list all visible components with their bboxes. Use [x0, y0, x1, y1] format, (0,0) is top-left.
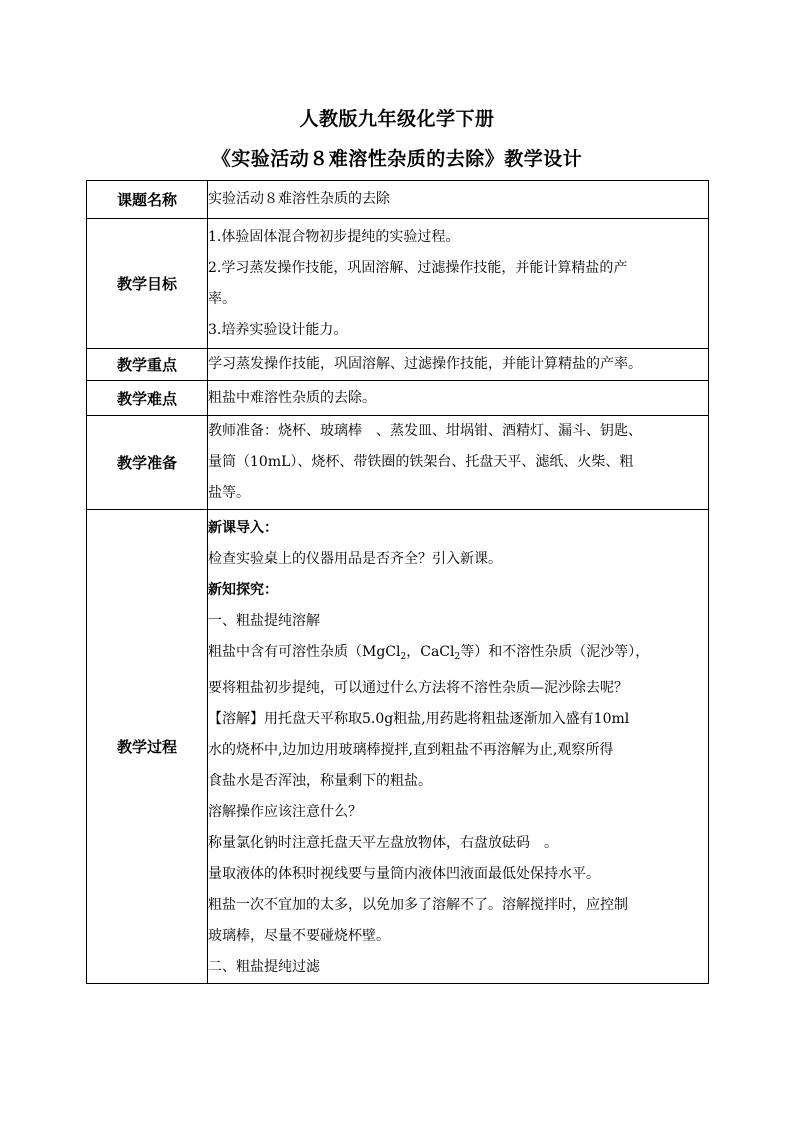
- intro-text: 检查实验桌上的仪器用品是否齐全？引入新课。: [208, 551, 502, 567]
- key-points-text: 学习蒸发操作技能，巩固溶解、过滤操作技能，并能计算精盐的产率。: [208, 356, 642, 372]
- subscript: 2: [454, 652, 461, 662]
- prep-line: 教师准备：烧杯、玻璃棒 、蒸发皿、坩埚钳、酒精灯、漏斗、钥匙、: [208, 423, 642, 439]
- prep-line: 量筒（10mL）、烧杯、带铁圈的铁架台、托盘天平、滤纸、火柴、粗: [208, 454, 634, 470]
- topic-text: 实验活动８难溶性杂质的去除: [208, 191, 390, 207]
- note-line: 量取液体的体积时视线要与量筒内液体凹液面最低处保持水平。: [208, 866, 600, 882]
- question-line: 要将粗盐初步提纯，可以通过什么方法将不溶性杂质—泥沙除去呢？: [208, 680, 628, 696]
- goal-line: 1.体验固体混合物初步提纯的实验过程。: [208, 228, 460, 245]
- impurity-text-c: 等）和不溶性杂质（泥沙等），: [460, 644, 650, 660]
- document-subtitle: 《实验活动８难溶性杂质的去除》教学设计: [211, 148, 583, 170]
- lesson-plan-table: [86, 180, 709, 984]
- prep-line: 盐等。: [208, 485, 250, 501]
- document-title: 人教版九年级化学下册: [299, 108, 495, 130]
- process-label: 教学过程: [87, 510, 208, 984]
- table-row-preparation: [87, 416, 709, 510]
- explore-heading: 新知探究：: [208, 582, 278, 598]
- impurity-line: [208, 637, 708, 673]
- goal-line: 率。: [208, 290, 236, 307]
- table-row-process: [87, 510, 709, 984]
- topic-label: 课题名称: [87, 181, 208, 219]
- dissolve-line: 水的烧杯中,边加边用玻璃棒搅拌,直到粗盐不再溶解为止,观察所得: [208, 742, 614, 758]
- goal-line: 3.培养实验设计能力。: [208, 321, 348, 338]
- difficulty-text: 粗盐中难溶性杂质的去除。: [208, 389, 376, 406]
- subscript: 2: [400, 652, 407, 662]
- process-value: [208, 510, 709, 984]
- dissolve-line: 【溶解】用托盘天平称取5.0g粗盐,用药匙将粗盐逐渐加入盛有10ml: [208, 711, 630, 727]
- key-points-label: 教学重点: [87, 349, 208, 381]
- preparation-value: [208, 416, 709, 510]
- note-line: 粗盐一次不宜加的太多，以免加多了溶解不了。溶解搅拌时，应控制: [208, 897, 628, 913]
- note-line: 称量氯化钠时注意托盘天平左盘放物体，右盘放砝码 。: [208, 835, 558, 851]
- goals-value: [208, 219, 709, 349]
- note-question: 溶解操作应该注意什么？: [208, 804, 362, 820]
- table-row-topic: [87, 181, 709, 219]
- section-heading-dissolve: 一、粗盐提纯溶解: [208, 613, 320, 629]
- note-line: 玻璃棒，尽量不要碰烧杯壁。: [208, 928, 390, 944]
- preparation-label: 教学准备: [87, 416, 208, 510]
- goal-line: 2.学习蒸发操作技能，巩固溶解、过滤操作技能，并能计算精盐的产: [208, 259, 628, 276]
- impurity-text-a: 粗盐中含有可溶性杂质（MgCl: [208, 644, 401, 660]
- section-heading-filter: 二、粗盐提纯过滤: [208, 959, 320, 975]
- key-points-value: [208, 349, 709, 381]
- intro-heading: 新课导入：: [208, 520, 278, 536]
- table-row-key-points: [87, 349, 709, 381]
- table-row-difficulty: [87, 381, 709, 416]
- dissolve-line: 食盐水是否浑浊，称量剩下的粗盐。: [208, 773, 432, 789]
- impurity-text-b: ，CaCl: [406, 644, 455, 660]
- difficulty-label: 教学难点: [87, 381, 208, 416]
- topic-value: [208, 181, 709, 219]
- table-row-goals: [87, 219, 709, 349]
- goals-label: 教学目标: [87, 219, 208, 349]
- difficulty-value: [208, 381, 709, 416]
